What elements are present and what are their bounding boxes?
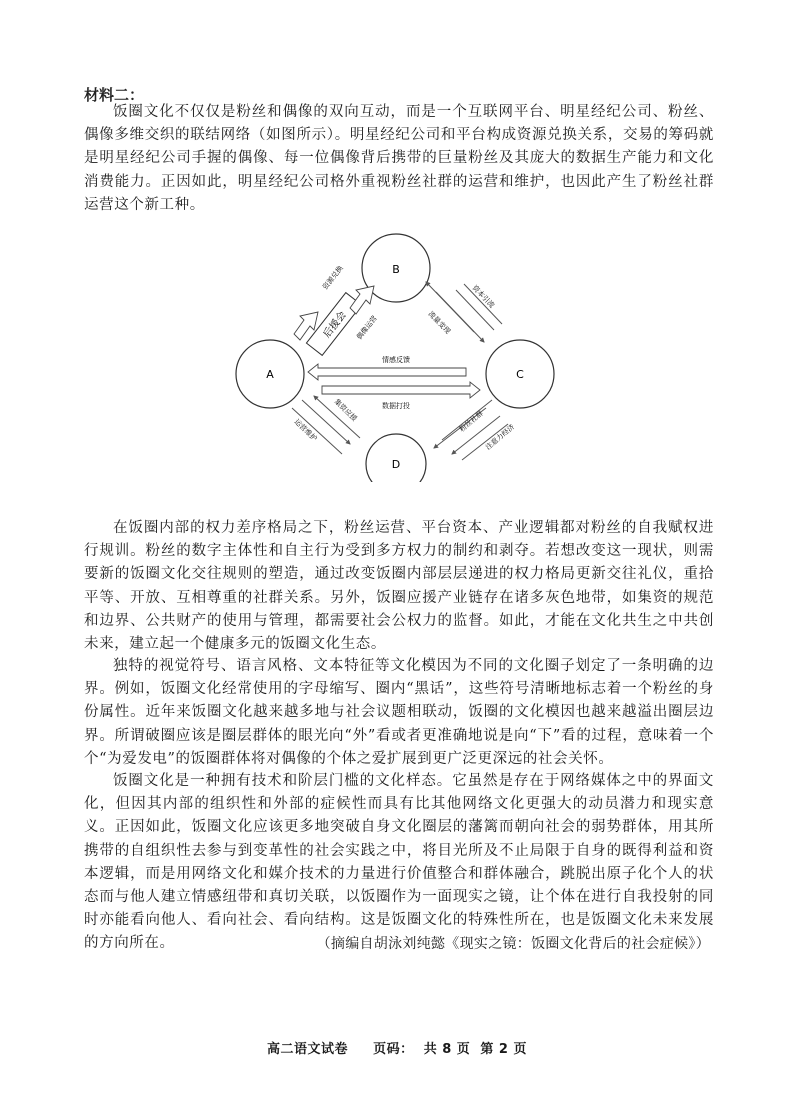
paragraph-2: 在饭圈内部的权力差序格局之下，粉丝运营、平台资本、产业逻辑都对粉丝的自我赋权进行规训。粉丝的数字主体性和自主行为受到多方权力的制约和剥夺。若想改变这一现状，则需要新的饭圈文化交往规则的塑造，通过改变饭圈内部层层递进的权力格局更新交往礼仪，重拾平等、开放、互相尊重的社群关系。另外，饭圈应援产业链存在诸多灰色地带，如集资的规范和边界、公共财产的使用与管理，都需要社会公权力的监督。如此，才能在文化共生之中共创未来，建立起一个健康多元的饭圈文化生态。 bbox=[84, 520, 714, 653]
svg-text:C: C bbox=[516, 368, 524, 381]
node-c bbox=[486, 340, 554, 408]
paragraph-4: 饭圈文化是一种拥有技术和阶层门槛的文化样态。它虽然是存在于网络媒体之中的界面文化，但因其内部的组织性和外部的症候性而具有比其他网络文化更强大的动员潜力和现实意义。正因如此，饭圈文化应该更多地突破自身文化圈层的藩篱而朝向社会的弱势群体，用其所携带的自组织性去参与到变革性的社会实践之中，将目光所及不止局限于自身的既得利益和资本逻辑，而是用网络文化和媒介技术的力量进行价值整合和群体融合，跳脱出原子化个人的状态而与他人建立情感纽带和真切关联，以饭圈作为一面现实之镜，让个体在进行自我投射的同时亦能看向他人、看向社会、看向结构。这是饭圈文化的特殊性所在，也是饭圈文化未来发展的方向所在。 bbox=[84, 773, 714, 952]
page-footer: 高二语文试卷 页码： 共 8 页 第 2 页 bbox=[267, 1042, 527, 1057]
svg-text:D: D bbox=[391, 458, 401, 471]
arrow-b-c bbox=[426, 282, 502, 342]
paragraph-3: 独特的视觉符号、语言风格、文本特征等文化模因为不同的文化圈子划定了一条明确的边界。例如，饭圈文化经常使用的字母缩写、圈内“黑话”，这些符号清晰地标志着一个粉丝的身份属性。近年来饭圈文化越来越多地与社会议题相联动，饭圈的文化模因也越来越溢出圈层边界。所谓破圈应该是圈层群体的眼光向“外”看或者更准确地说是向“下”看的过程，意味着一个个“为爱发电”的饭圈群体将对偶像的个体之爱扩展到更广泛更深远的社会关怀。 bbox=[84, 658, 714, 767]
label-cd-outer: 注意力经济 bbox=[484, 422, 517, 452]
svg-text:B: B bbox=[392, 263, 400, 276]
label-center-top: 情感反馈 bbox=[382, 356, 410, 364]
paragraph-1: 饭圈文化不仅仅是粉丝和偶像的双向互动，而是一个互联网平台、明星经纪公司、粉丝、偶像多维交织的联结网络（如图所示）。明星经纪公司和平台构成资源兑换关系，交易的筹码就是明星经纪公司手握的偶像、每一位偶像背后携带的巨量粉丝及其庞大的数据生产能力和文化消费能力。正因如此，明星经纪公司格外重视粉丝社群的运营和维护，也因此产生了粉丝社群运营这个新工种。 bbox=[84, 104, 714, 213]
node-a bbox=[236, 340, 304, 408]
node-d bbox=[366, 434, 426, 482]
arrow-a-c bbox=[308, 364, 480, 398]
relationship-diagram bbox=[230, 232, 560, 482]
label-ad-outer: 运营维护 bbox=[292, 417, 319, 443]
source-citation: （摘编自胡泳刘纯懿《现实之镜：饭圈文化背后的社会症候》） bbox=[316, 936, 710, 952]
label-ab-inner: 偶像运营 bbox=[355, 314, 379, 342]
section-title: 材料二： bbox=[84, 86, 145, 104]
label-cd-inner: 粉丝社群 bbox=[458, 409, 485, 434]
arrow-c-d bbox=[434, 400, 508, 460]
label-bc-inner: 流量变现 bbox=[426, 309, 452, 336]
svg-text:A: A bbox=[266, 368, 274, 381]
label-center-bottom: 数据打投 bbox=[382, 402, 410, 410]
label-ad-inner: 集资应援 bbox=[332, 397, 359, 423]
svg-text:后援会: 后援会 bbox=[321, 309, 349, 341]
label-bc-outer: 资本引流 bbox=[470, 283, 496, 310]
label-ab-outer: 资源兑换 bbox=[321, 264, 345, 292]
